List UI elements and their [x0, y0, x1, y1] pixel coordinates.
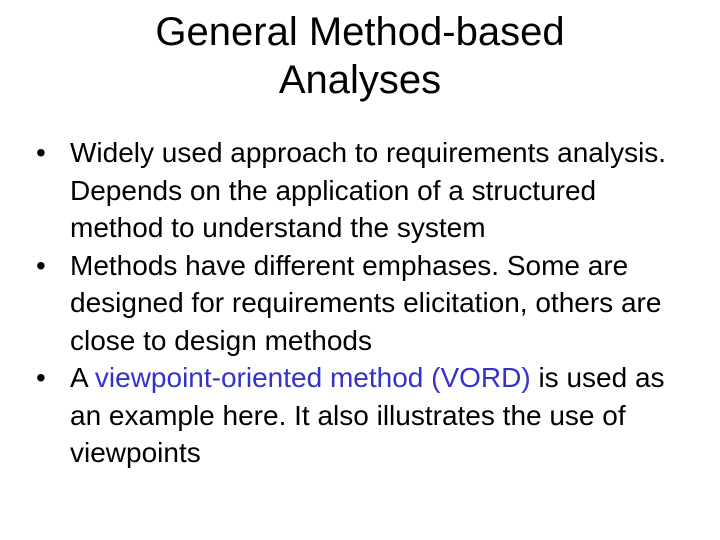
- bullet-text: Widely used approach to requirements analysis. Depends on the application of a structured method to understand the system: [70, 137, 667, 243]
- bullet-text-suffix: is used as an example here. It also illustrates the use of viewpoints: [70, 362, 665, 468]
- bullet-text: Methods have different emphases. Some are designed for requirements elicitation, others are close to design methods: [70, 249, 662, 356]
- bullet-marker: •: [36, 249, 46, 281]
- bullet-list: [36, 134, 696, 472]
- bullet-marker: •: [36, 137, 46, 168]
- slide-title: [60, 8, 660, 104]
- bullet-marker: •: [36, 362, 46, 393]
- bullet-text-prefix: A: [70, 362, 95, 393]
- bullet-item-1: [36, 134, 696, 247]
- slide-title-line-1: General Method-based: [155, 10, 565, 54]
- bullet-item-3: [36, 359, 696, 472]
- slide-title-line-2: Analyses: [278, 58, 442, 102]
- vord-highlight-text: viewpoint-oriented method (VORD): [94, 362, 531, 393]
- bullet-item-2: [36, 247, 696, 360]
